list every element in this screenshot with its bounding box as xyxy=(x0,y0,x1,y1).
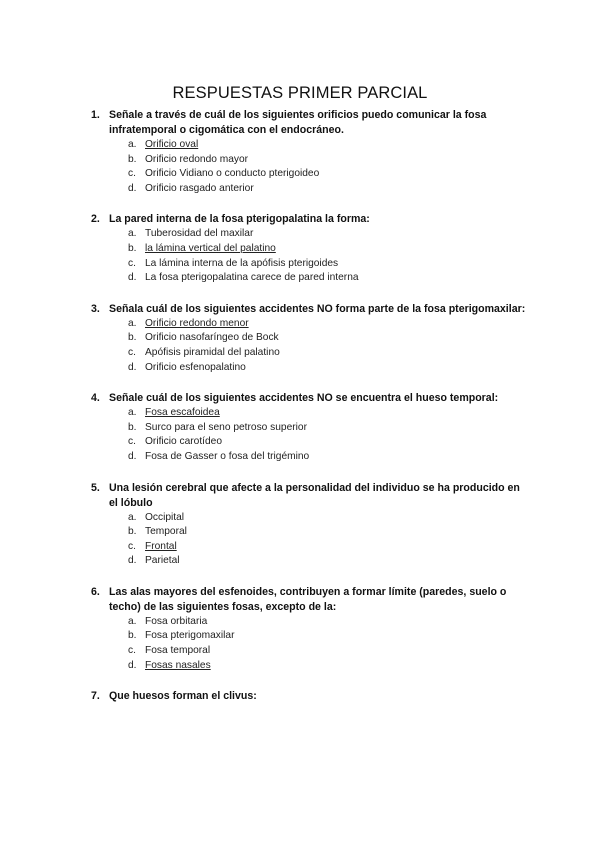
option-text: Parietal xyxy=(145,555,180,567)
option-letter: d. xyxy=(128,555,137,567)
option-text: Apófisis piramidal del palatino xyxy=(145,346,280,358)
question-text: Señale cuál de los siguientes accidentes NO se encuentra el hueso temporal: xyxy=(109,392,499,405)
question-number: 7. xyxy=(91,690,100,703)
option-letter: c. xyxy=(128,540,136,552)
option-letter: a. xyxy=(128,615,137,627)
question xyxy=(0,391,600,464)
option-letter: b. xyxy=(128,153,137,165)
answer-option xyxy=(0,629,600,644)
answer-option xyxy=(0,644,600,659)
answer-option xyxy=(0,153,600,168)
answer-option xyxy=(0,615,600,630)
question-text: Que huesos forman el clivus: xyxy=(109,690,257,703)
option-text: Fosa temporal xyxy=(145,645,211,657)
option-text: Orificio redondo mayor xyxy=(145,153,249,165)
option-text: La fosa pterigopalatina carece de pared interna xyxy=(145,272,359,284)
option-text: Orificio nasofaríngeo de Bock xyxy=(145,332,279,344)
answer-option-correct xyxy=(0,138,600,153)
option-text: Orificio oval xyxy=(145,139,199,150)
option-letter: d. xyxy=(128,361,137,373)
answer-option-correct xyxy=(0,242,600,257)
option-letter: b. xyxy=(128,630,137,642)
question xyxy=(0,689,600,704)
answer-option xyxy=(0,271,600,286)
option-text: Orificio esfenopalatino xyxy=(145,361,246,373)
answer-option xyxy=(0,554,600,569)
option-letter: a. xyxy=(128,511,137,523)
answer-option xyxy=(0,331,600,346)
option-letter: a. xyxy=(128,317,137,329)
question-header xyxy=(0,481,529,511)
option-text: Fosa orbitaria xyxy=(145,615,208,627)
answer-option xyxy=(0,167,600,182)
question-text: Las alas mayores del esfenoides, contribuyen a formar límite (paredes, suelo o techo) de las siguientes fosas, excepto de la: xyxy=(109,585,507,613)
question-text: Una lesión cerebral que afecte a la personalidad del individuo se ha producido en el lóbulo xyxy=(109,481,520,509)
question-header xyxy=(0,391,529,406)
answer-options xyxy=(0,511,600,569)
option-letter: d. xyxy=(128,182,137,194)
option-letter: a. xyxy=(128,407,137,419)
option-text: Tuberosidad del maxilar xyxy=(145,228,254,240)
answer-options xyxy=(0,615,600,673)
question-number: 1. xyxy=(91,109,100,121)
option-text: Orificio Vidiano o conducto pterigoideo xyxy=(145,168,320,180)
option-letter: d. xyxy=(128,272,137,284)
question-list xyxy=(0,108,600,720)
question-text: Señala cuál de los siguientes accidentes NO forma parte de la fosa pterigomaxilar: xyxy=(109,302,526,315)
option-text: Orificio rasgado anterior xyxy=(145,182,254,194)
option-letter: c. xyxy=(128,436,136,448)
option-letter: a. xyxy=(128,228,137,240)
option-letter: d. xyxy=(128,450,137,462)
question xyxy=(0,481,600,569)
answer-option-correct xyxy=(0,659,600,674)
answer-option xyxy=(0,361,600,376)
question-header xyxy=(0,108,529,138)
answer-option-correct xyxy=(0,317,600,332)
answer-options xyxy=(0,317,600,375)
option-letter: b. xyxy=(128,242,137,254)
answer-option xyxy=(0,450,600,465)
option-letter: b. xyxy=(128,526,137,538)
question-number: 5. xyxy=(91,481,100,494)
question-number: 6. xyxy=(91,585,100,598)
question xyxy=(0,108,600,196)
answer-option xyxy=(0,511,600,526)
answer-options xyxy=(0,227,600,285)
question xyxy=(0,212,600,285)
answer-option xyxy=(0,346,600,361)
option-letter: c. xyxy=(128,257,136,269)
option-text: Occipital xyxy=(145,511,185,523)
option-text: la lámina vertical del palatino xyxy=(145,242,276,254)
answer-option xyxy=(0,525,600,540)
option-letter: b. xyxy=(128,421,137,433)
answer-option xyxy=(0,421,600,436)
option-letter: a. xyxy=(128,139,137,150)
answer-option xyxy=(0,257,600,272)
option-letter: c. xyxy=(128,645,136,657)
question-header xyxy=(0,585,529,615)
option-text: Fosa escafoidea xyxy=(145,407,220,419)
question xyxy=(0,585,600,673)
answer-option xyxy=(0,227,600,242)
answer-options xyxy=(0,406,600,464)
option-text: Orificio redondo menor xyxy=(145,317,249,329)
question xyxy=(0,302,600,375)
option-text: Fosa de Gasser o fosa del trigémino xyxy=(145,450,310,462)
option-letter: b. xyxy=(128,332,137,344)
question-number: 4. xyxy=(91,392,100,405)
answer-option-correct xyxy=(0,406,600,421)
option-letter: d. xyxy=(128,659,137,671)
question-header xyxy=(0,302,529,317)
question-number: 3. xyxy=(91,302,100,315)
question-header xyxy=(0,212,529,227)
option-text: Fosa pterigomaxilar xyxy=(145,630,235,642)
option-text: Fosas nasales xyxy=(145,659,211,671)
answer-option xyxy=(0,182,600,197)
option-text: Temporal xyxy=(145,526,187,538)
option-text: Frontal xyxy=(145,540,177,552)
answer-options xyxy=(0,138,600,196)
answer-option xyxy=(0,435,600,450)
question-text: Señale a través de cuál de los siguientes orificios puedo comunicar la fosa infratemporal o cigomática con el endocráneo. xyxy=(109,109,487,136)
option-text: La lámina interna de la apófisis pterigoides xyxy=(145,257,339,269)
page-title: RESPUESTAS PRIMER PARCIAL xyxy=(172,84,428,102)
answer-option-correct xyxy=(0,540,600,555)
option-letter: c. xyxy=(128,346,136,358)
question-number: 2. xyxy=(91,213,100,226)
option-text: Surco para el seno petroso superior xyxy=(145,421,307,433)
option-letter: c. xyxy=(128,168,136,180)
question-header xyxy=(0,689,529,704)
option-text: Orificio carotídeo xyxy=(145,436,223,448)
question-text: La pared interna de la fosa pterigopalatina la forma: xyxy=(109,213,370,226)
